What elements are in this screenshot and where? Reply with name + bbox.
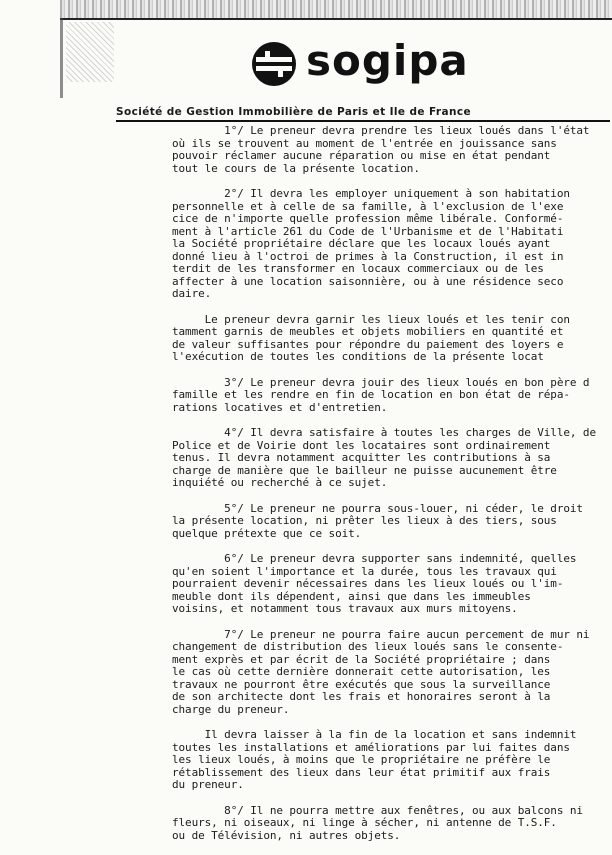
- clause-line: 2°/ Il devra les employer uniquement à son habitation: [172, 188, 570, 200]
- clause-line: inquiété ou recherché à ce sujet.: [172, 476, 388, 489]
- clause-line: l'exécution de toutes les conditions de la présente locat: [172, 350, 544, 363]
- clause-paragraph: [172, 314, 606, 364]
- clause-line: charge de manière que le bailleur ne puisse aucunement être: [172, 463, 557, 477]
- company-subtitle: Société de Gestion Immobilière de Paris et Ile de France: [116, 106, 471, 118]
- clause-paragraph: [172, 629, 606, 717]
- clause-line: charge du preneur.: [172, 702, 290, 716]
- clause-line: quelque prétexte que ce soit.: [172, 526, 362, 540]
- clause-line: Le preneur devra garnir les lieux loués et les tenir con: [172, 313, 570, 326]
- clause-line: personnelle et à celle de sa famille, à l'exclusion de l'exe: [172, 199, 564, 213]
- clause-line: 1°/ Le preneur devra prendre les lieux loués dans l'état: [172, 125, 590, 137]
- clause-line: 5°/ Le preneur ne pourra sous-louer, ni céder, le droit: [172, 502, 583, 515]
- clause-line: ment exprès et par écrit de la Société propriétaire ; dans: [172, 652, 551, 666]
- brand-name: sogipa: [306, 36, 469, 85]
- lease-clauses: [172, 125, 606, 855]
- clause-line: pouvoir réclamer aucune réparation ou mise en état pendant: [172, 149, 551, 162]
- clause-line: tout le cours de la présente location.: [172, 161, 420, 175]
- clause-line: 3°/ Le preneur devra jouir des lieux loués en bon père d: [172, 376, 590, 389]
- clause-paragraph: [172, 553, 606, 616]
- clause-line: 6°/ Le preneur devra supporter sans indemnité, quelles: [172, 553, 577, 565]
- clause-line: où ils se trouvent au moment de l'entrée en jouissance sans: [172, 136, 557, 150]
- scan-smudge: [66, 22, 114, 82]
- clause-line: Il devra laisser à la fin de la location et sans indemnit: [172, 729, 577, 741]
- clause-line: fleurs, ni oiseaux, ni linge à sécher, ni antenne de T.S.F.: [172, 816, 557, 829]
- clause-line: rations locatives et d'entretien.: [172, 400, 388, 414]
- clause-line: de son architecte dont les frais et honoraires seront à la: [172, 690, 551, 703]
- clause-line: Police et de Voirie dont les locataires sont ordinairement: [172, 438, 551, 452]
- clause-paragraph: [172, 805, 606, 843]
- clause-paragraph: [172, 377, 606, 415]
- clause-line: meuble dont ils dépendent, ainsi que dans les immeubles: [172, 589, 531, 603]
- clause-line: ment à l'article 261 du Code de l'Urbanisme et de l'Habitati: [172, 224, 564, 238]
- clause-line: du preneur.: [172, 778, 244, 791]
- clause-line: toutes les installations et améliorations par lui faites dans: [172, 740, 570, 754]
- clause-line: qu'en soient l'importance et la durée, tous les travaux qui: [172, 564, 557, 578]
- scan-artifact-top: [60, 0, 612, 18]
- clause-line: donné lieu à l'octroi de primes à la Construction, il est in: [172, 249, 564, 263]
- clause-paragraph: [172, 125, 606, 175]
- clause-paragraph: [172, 188, 606, 301]
- clause-line: tenus. Il devra notamment acquitter les contributions à sa: [172, 451, 551, 464]
- clause-line: famille et les rendre en fin de location en bon état de répa-: [172, 388, 570, 401]
- clause-line: de valeur suffisantes pour répondre du paiement des loyers e: [172, 337, 564, 351]
- clause-line: rétablissement des lieux dans leur état primitif aux frais: [172, 765, 551, 779]
- clause-line: pourraient devenir nécessaires dans les lieux loués ou l'im-: [172, 577, 564, 590]
- clause-paragraph: [172, 503, 606, 541]
- clause-line: tamment garnis de meubles et objets mobiliers en quantité et: [172, 325, 564, 338]
- header-divider: [116, 120, 610, 122]
- clause-line: la Société propriétaire déclare que les locaux loués ayant: [172, 237, 551, 250]
- clause-line: terdit de les transformer en locaux commerciaux ou de les: [172, 262, 544, 275]
- clause-paragraph: [172, 729, 606, 792]
- clause-line: 4°/ Il devra satisfaire à toutes les charges de Ville, de: [172, 427, 596, 439]
- clause-line: le cas où cette dernière donnerait cette autorisation, les: [172, 665, 551, 678]
- clause-line: les lieux loués, à moins que le propriétaire ne préfère le: [172, 753, 551, 766]
- clause-paragraph: [172, 427, 606, 490]
- clause-line: travaux ne pourront être exécutés que sous la surveillance: [172, 677, 551, 691]
- clause-line: ou de Télévision, ni autres objets.: [172, 828, 401, 842]
- clause-line: 8°/ Il ne pourra mettre aux fenêtres, ou aux balcons ni: [172, 804, 583, 817]
- scan-edge-left: [60, 18, 63, 98]
- sogipa-logo-icon: [250, 40, 298, 88]
- clause-line: affecter à une location saisonnière, ou à une résidence seco: [172, 274, 564, 288]
- sogipa-logo: [250, 36, 490, 90]
- clause-line: 7°/ Le preneur ne pourra faire aucun percement de mur ni: [172, 628, 590, 641]
- clause-line: la présente location, ni prêter les lieux à des tiers, sous: [172, 514, 557, 527]
- clause-line: changement de distribution des lieux loués sans le consente-: [172, 640, 564, 653]
- scan-edge-rule: [60, 18, 612, 20]
- clause-line: daire.: [172, 287, 212, 300]
- clause-line: voisins, et notamment tous travaux aux murs mitoyens.: [172, 602, 518, 615]
- clause-line: cice de n'importe quelle profession même libérale. Conformé-: [172, 212, 564, 225]
